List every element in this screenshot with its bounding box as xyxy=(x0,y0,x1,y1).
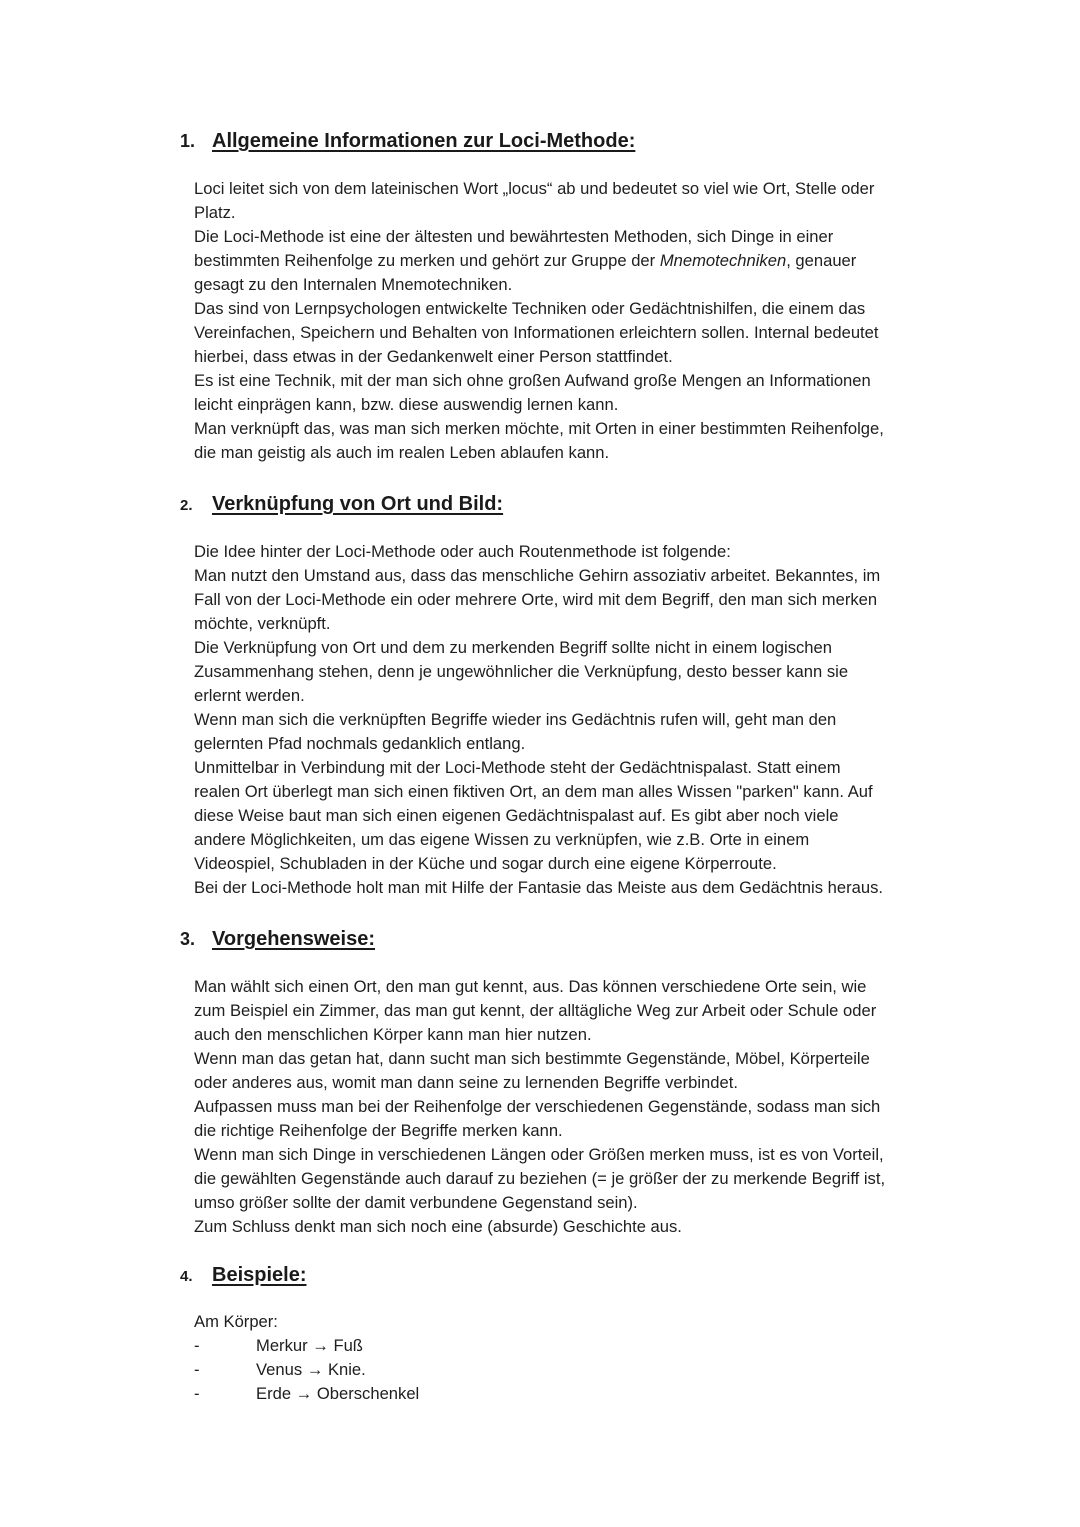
text-line: Aufpassen muss man bei der Reihenfolge der verschiedenen Gegenstände, sodass man sich xyxy=(194,1097,881,1116)
text-line: Loci leitet sich von dem lateinischen Wort „locus“ ab und bedeutet so viel wie Ort, Stelle oder xyxy=(194,179,875,198)
section-3-heading xyxy=(180,924,375,954)
text-line: hierbei, dass etwas in der Gedankenwelt einer Person stattfindet. xyxy=(194,347,673,366)
text-segment: bestimmten Reihenfolge zu merken und gehört zur Gruppe der xyxy=(194,251,660,270)
list-dash: - xyxy=(194,1384,200,1403)
text-line: Vereinfachen, Speichern und Behalten von Informationen erleichtern sollen. Internal bedeutet xyxy=(194,323,879,342)
text-line: die richtige Reihenfolge der Begriffe merken kann. xyxy=(194,1121,563,1140)
text-line: Am Körper: xyxy=(194,1312,278,1331)
section-4-intro xyxy=(194,1310,954,1334)
text-line: Wenn man das getan hat, dann sucht man sich bestimmte Gegenstände, Möbel, Körperteile xyxy=(194,1049,870,1068)
text-line: Es ist eine Technik, mit der man sich ohne großen Aufwand große Mengen an Informationen xyxy=(194,371,871,390)
text-line: Man wählt sich einen Ort, den man gut kennt, aus. Das können verschiedene Orte sein, wie xyxy=(194,977,867,996)
text-line: Man nutzt den Umstand aus, dass das menschliche Gehirn assoziativ arbeitet. Bekanntes, im xyxy=(194,566,881,585)
text-line: gesagt zu den Internalen Mnemotechniken. xyxy=(194,275,513,294)
list-dash: - xyxy=(194,1360,200,1379)
text-line: Die Verknüpfung von Ort und dem zu merkenden Begriff sollte nicht in einem logischen xyxy=(194,638,832,657)
text-line: gelernten Pfad nochmals gedanklich entlang. xyxy=(194,734,526,753)
text-line: Platz. xyxy=(194,203,236,222)
text-line: realen Ort überlegt man sich einen fiktiven Ort, an dem man alles Wissen "parken" kann. Auf xyxy=(194,782,873,801)
italic-term: Mnemotechniken xyxy=(659,251,787,270)
text-line: umso größer sollte der damit verbundene Gegenstand sein). xyxy=(194,1193,638,1212)
text-line: zum Beispiel ein Zimmer, das man gut kennt, der alltägliche Weg zur Arbeit oder Schule oder xyxy=(194,1001,877,1020)
text-line: Fall von der Loci-Methode ein oder mehrere Orte, wird mit dem Begriff, den man sich merken xyxy=(194,590,878,609)
list-item-text: Erde → Oberschenkel xyxy=(256,1384,420,1403)
text-line: Zum Schluss denkt man sich noch eine (absurde) Geschichte aus. xyxy=(194,1217,682,1236)
text-line: Wenn man sich Dinge in verschiedenen Längen oder Größen merken muss, ist es von Vorteil, xyxy=(194,1145,884,1164)
text-segment: , genauer xyxy=(786,251,857,270)
section-title: Allgemeine Informationen zur Loci-Methode: xyxy=(212,130,636,152)
text-line: Wenn man sich die verknüpften Begriffe wieder ins Gedächtnis rufen will, geht man den xyxy=(194,710,837,729)
text-line: Das sind von Lernpsychologen entwickelte Techniken oder Gedächtnishilfen, die einem das xyxy=(194,299,866,318)
list-item-text: Merkur → Fuß xyxy=(256,1336,363,1355)
text-line: Die Idee hinter der Loci-Methode oder auch Routenmethode ist folgende: xyxy=(194,542,731,561)
section-title: Beispiele: xyxy=(212,1264,307,1286)
text-line: möchte, verknüpft. xyxy=(194,614,331,633)
section-number: 4. xyxy=(180,1268,193,1285)
text-line: leicht einprägen kann, bzw. diese auswendig lernen kann. xyxy=(194,395,619,414)
section-number: 2. xyxy=(180,497,193,514)
text-line: oder anderes aus, womit man dann seine zu lernenden Begriffe verbindet. xyxy=(194,1073,738,1092)
section-1-body xyxy=(194,177,954,465)
text-line: erlernt werden. xyxy=(194,686,305,705)
text-line: diese Weise baut man sich einen eigenen Gedächtnispalast auf. Es gibt aber noch viele xyxy=(194,806,839,825)
section-title: Verknüpfung von Ort und Bild: xyxy=(212,493,504,515)
text-line: andere Möglichkeiten, um das eigene Wissen zu verknüpfen, wie z.B. Orte in einem xyxy=(194,830,810,849)
text-line: die man geistig als auch im realen Leben ablaufen kann. xyxy=(194,443,610,462)
text-line: Bei der Loci-Methode holt man mit Hilfe der Fantasie das Meiste aus dem Gedächtnis heraus. xyxy=(194,878,883,897)
section-number: 3. xyxy=(180,929,196,949)
text-line: die gewählten Gegenstände auch darauf zu beziehen (= je größer der zu merkende Begriff ist, xyxy=(194,1169,886,1188)
text-line xyxy=(194,249,954,273)
section-title: Vorgehensweise: xyxy=(212,928,376,950)
text-line: auch den menschlichen Körper kann man hier nutzen. xyxy=(194,1025,592,1044)
text-line: Videospiel, Schubladen in der Küche und sogar durch eine eigene Körperroute. xyxy=(194,854,777,873)
section-number: 1. xyxy=(180,131,196,151)
section-4-heading xyxy=(180,1260,306,1290)
text-line: Unmittelbar in Verbindung mit der Loci-Methode steht der Gedächtnispalast. Statt einem xyxy=(194,758,841,777)
section-2-heading xyxy=(180,489,503,519)
text-line: Zusammenhang stehen, denn je ungewöhnlicher die Verknüpfung, desto besser kann sie xyxy=(194,662,849,681)
list-dash: - xyxy=(194,1336,200,1355)
section-1-heading xyxy=(180,126,635,156)
text-line: Man verknüpft das, was man sich merken möchte, mit Orten in einer bestimmten Reihenfolge, xyxy=(194,419,884,438)
text-line: Die Loci-Methode ist eine der ältesten und bewährtesten Methoden, sich Dinge in einer xyxy=(194,227,834,246)
section-2-body xyxy=(194,540,954,900)
list-item-text: Venus → Knie. xyxy=(256,1360,366,1379)
section-3-body xyxy=(194,975,954,1239)
